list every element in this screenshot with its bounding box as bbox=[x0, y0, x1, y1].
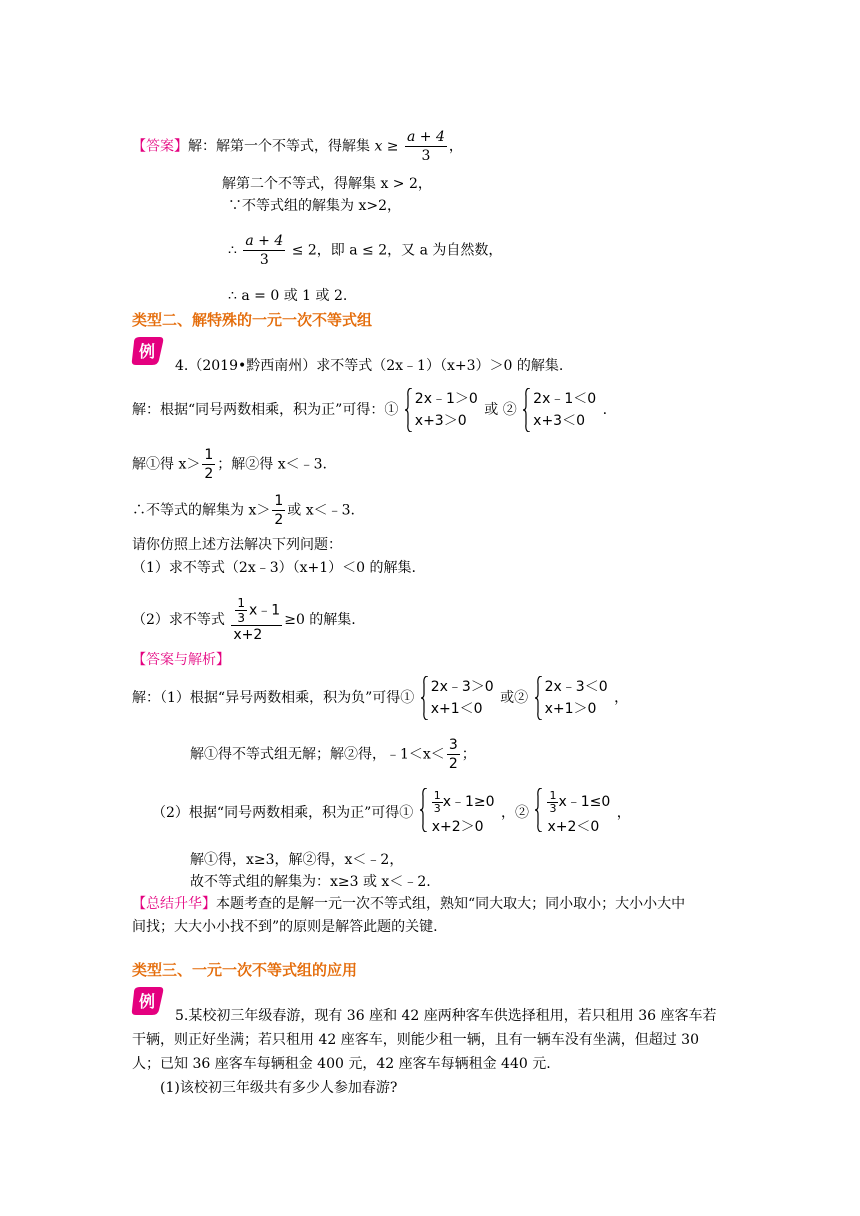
problem-5-line2: 干辆，则正好坐满；若只租用 42 座客车，则能少租一辆，且有一辆车没有坐满，但超过 30 bbox=[132, 1032, 699, 1048]
problem-5-question-1: (1)该校初三年级共有多少人参加春游? bbox=[160, 1080, 398, 1096]
analysis-line3: （2）根据“同号两数相乘，积为正”可得① $\frac{1}{3}$ x﹣1≥0 x+2＞0 ，② $\frac{1}{3}$ x﹣1≤0 x+2＜0 ， bbox=[152, 788, 631, 838]
summary-line2: 间找；大大小小找不到”的原则是解答此题的关键. bbox=[132, 919, 438, 935]
example-badge-icon bbox=[130, 336, 164, 366]
fraction: $\frac{a + 4}{3}$ bbox=[406, 129, 445, 164]
section-title-3: 类型三、一元一次不等式组的应用 bbox=[132, 961, 358, 979]
fraction: $\frac{3}{2}$ bbox=[448, 737, 458, 772]
solution-line1: 解：根据“同号两数相乘，积为正”可得：① 2x﹣1＞0 x+3＞0 或 ② 2x﹣1＜0 x+3＜0 . bbox=[132, 388, 607, 432]
solution-line2: 解①得 x＞ $\frac{1}{2}$ ；解②得 x＜﹣3. bbox=[132, 447, 327, 482]
svg-text:例: 例 bbox=[138, 992, 156, 1011]
inequality-system: $\frac{1}{3}$ x﹣1≤0 x+2＜0 bbox=[535, 788, 610, 838]
inequality-system: 2x﹣3＜0 x+1＞0 bbox=[535, 676, 608, 720]
problem-5-line3: 人；已知 36 座客车每辆租金 400 元，42 座客车每辆租金 440 元. bbox=[132, 1056, 551, 1072]
summary-label: 【总结升华】 bbox=[132, 896, 216, 912]
example-badge-icon bbox=[130, 986, 164, 1016]
answer1-line1: 【答案】解：解第一个不等式，得解集 x ≥ $\frac{a + 4}{3}$ ， bbox=[132, 129, 463, 164]
question-2: （2）求不等式 $\frac{1}{3}$ x﹣1 x+2 ≥0 的解集. bbox=[132, 596, 356, 643]
answer1-line2: 解第二个不等式，得解集 x > 2， bbox=[222, 176, 432, 192]
svg-text:例: 例 bbox=[138, 342, 156, 361]
section-title-2: 类型二、解特殊的一元一次不等式组 bbox=[132, 311, 373, 329]
analysis-line4: 解①得，x≥3，解②得，x＜﹣2， bbox=[190, 852, 404, 868]
analysis-line1: 解：（1）根据“异号两数相乘，积为负”可得① 2x﹣3＞0 x+1＜0 或② 2x﹣3＜0 x+1＞0 ， bbox=[132, 676, 628, 720]
inequality-system: 2x﹣1＜0 x+3＜0 bbox=[523, 388, 596, 432]
problem-5-line1: 5.某校初三年级春游，现有 36 座和 42 座两种客车供选择租用，若只租用 36 座客车若 bbox=[175, 1008, 717, 1024]
problem-4: 4.（2019•黔西南州）求不等式（2x﹣1）（x+3）＞0 的解集. bbox=[175, 358, 564, 374]
fraction: $\frac{a + 4}{3}$ bbox=[245, 233, 284, 268]
question-1: （1）求不等式（2x﹣3）（x+1）＜0 的解集. bbox=[132, 560, 416, 576]
fraction: $\frac{1}{2}$ bbox=[204, 447, 214, 482]
instruction: 请你仿照上述方法解决下列问题： bbox=[132, 537, 342, 553]
answer1-line3: ∵不等式组的解集为 x>2， bbox=[228, 198, 401, 214]
answer-analysis-label: 【答案与解析】 bbox=[132, 652, 230, 668]
analysis-line5: 故不等式组的解集为：x≥3 或 x＜﹣2. bbox=[190, 874, 431, 890]
summary-line1: 【总结升华】本题考查的是解一元一次不等式组，熟知“同大取大；同小取小；大小小大中 bbox=[132, 896, 686, 912]
inequality-system: 2x﹣3＞0 x+1＜0 bbox=[421, 676, 494, 720]
solution-line3: ∴不等式的解集为 x＞ $\frac{1}{2}$ 或 x＜﹣3. bbox=[132, 493, 355, 528]
inequality-system: 2x﹣1＞0 x+3＞0 bbox=[405, 388, 478, 432]
answer1-line4: ∴ $\frac{a + 4}{3}$ ≤ 2，即 a ≤ 2，又 a 为自然数， bbox=[228, 233, 503, 268]
inequality-system: $\frac{1}{3}$ x﹣1≥0 x+2＞0 bbox=[420, 788, 495, 838]
answer-label: 【答案】 bbox=[132, 138, 188, 155]
fraction: $\frac{1}{2}$ bbox=[274, 493, 284, 528]
answer1-line5: ∴ a = 0 或 1 或 2. bbox=[228, 288, 348, 304]
analysis-line2: 解①得不等式组无解；解②得，﹣1＜x＜ $\frac{3}{2}$ ； bbox=[190, 737, 476, 772]
complex-fraction: $\frac{1}{3}$ x﹣1 x+2 bbox=[233, 596, 281, 643]
